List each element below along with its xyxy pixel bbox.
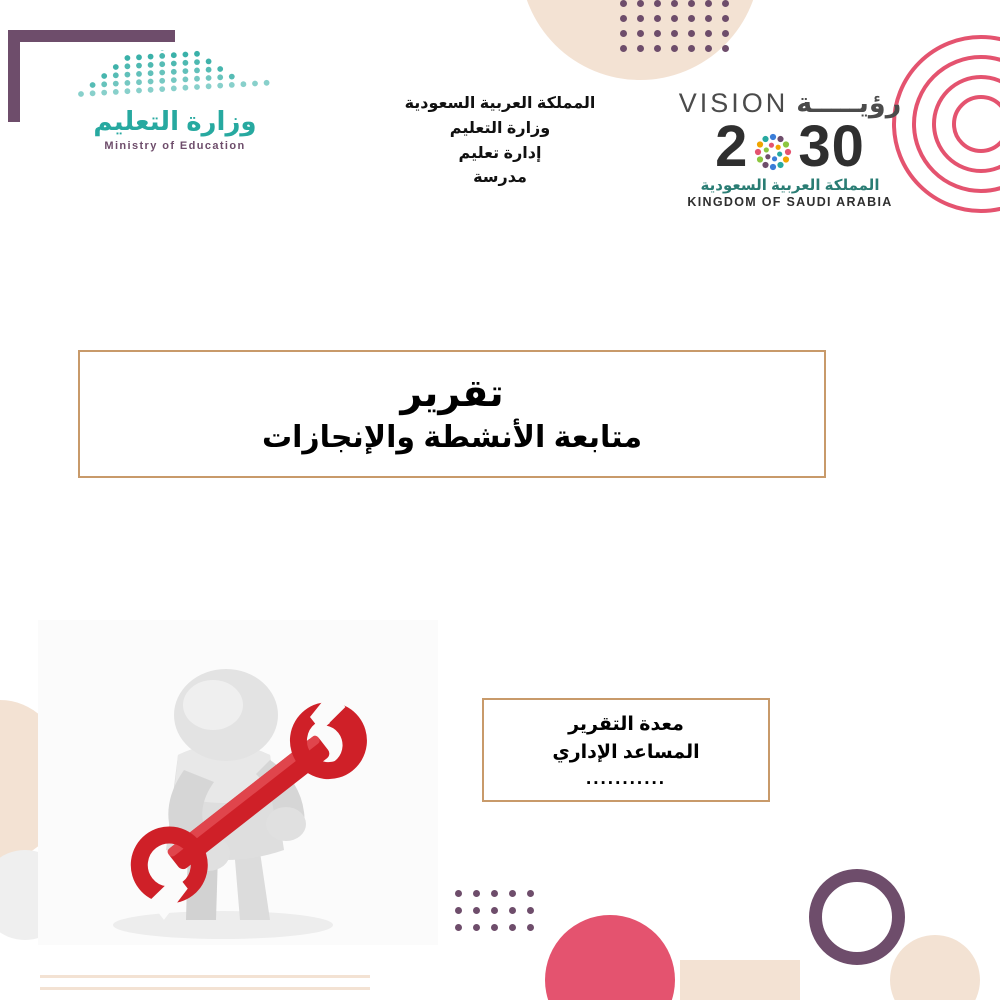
report-title-primary: تقرير (400, 372, 504, 415)
vision-number-prefix: 2 (715, 114, 749, 179)
report-title-secondary: متابعة الأنشطة والإنجازات (261, 421, 643, 455)
vision-number-suffix: 30 (798, 114, 865, 179)
vision-knot-icon (750, 128, 796, 174)
vision-top-row (660, 88, 920, 119)
ministry-line-ministry: وزارة التعليم (449, 119, 551, 137)
report-title-box (78, 350, 826, 478)
bottom-dot-grid-decoration (455, 890, 550, 945)
ministry-address-block (380, 92, 620, 191)
bottom-beige-line-decoration (40, 987, 370, 990)
vision-arabic-bottom-text: المملكة العربية السعودية (700, 177, 880, 195)
vision-english-bottom-text: KINGDOM OF SAUDI ARABIA (687, 195, 893, 210)
author-position-label: المساعد الإداري (552, 742, 700, 763)
vision-word-text: VISION (678, 88, 789, 118)
moe-logo-english-text: Ministry of Education (104, 140, 246, 152)
3d-figure-with-wrench-illustration (38, 620, 438, 945)
ministry-line-department: إدارة تعليم (458, 144, 542, 162)
moe-dot-wave-icon (75, 50, 275, 102)
bottom-beige-line-decoration (40, 975, 370, 978)
bottom-pink-circle-decoration (545, 915, 675, 1000)
author-name-placeholder: ........... (585, 767, 667, 789)
bottom-beige-strip-decoration (680, 960, 800, 1000)
document-header (0, 40, 1000, 230)
bottom-beige-circle-decoration (890, 935, 980, 1000)
vision-number-row (660, 114, 920, 179)
saudi-vision-2030-logo (660, 88, 920, 209)
ministry-line-school: مدرسة (473, 169, 527, 187)
ministry-line-country: المملكة العربية السعودية (404, 95, 596, 112)
cover-illustration (38, 620, 438, 945)
report-author-box (482, 698, 770, 802)
bottom-purple-ring-decoration (809, 869, 905, 965)
moe-logo-arabic-text: وزارة التعليم (93, 106, 257, 136)
vision-arabic-top-text: رؤيـــــة (796, 88, 902, 118)
ministry-of-education-logo (60, 50, 290, 152)
author-role-label: معدة التقرير (568, 713, 684, 735)
